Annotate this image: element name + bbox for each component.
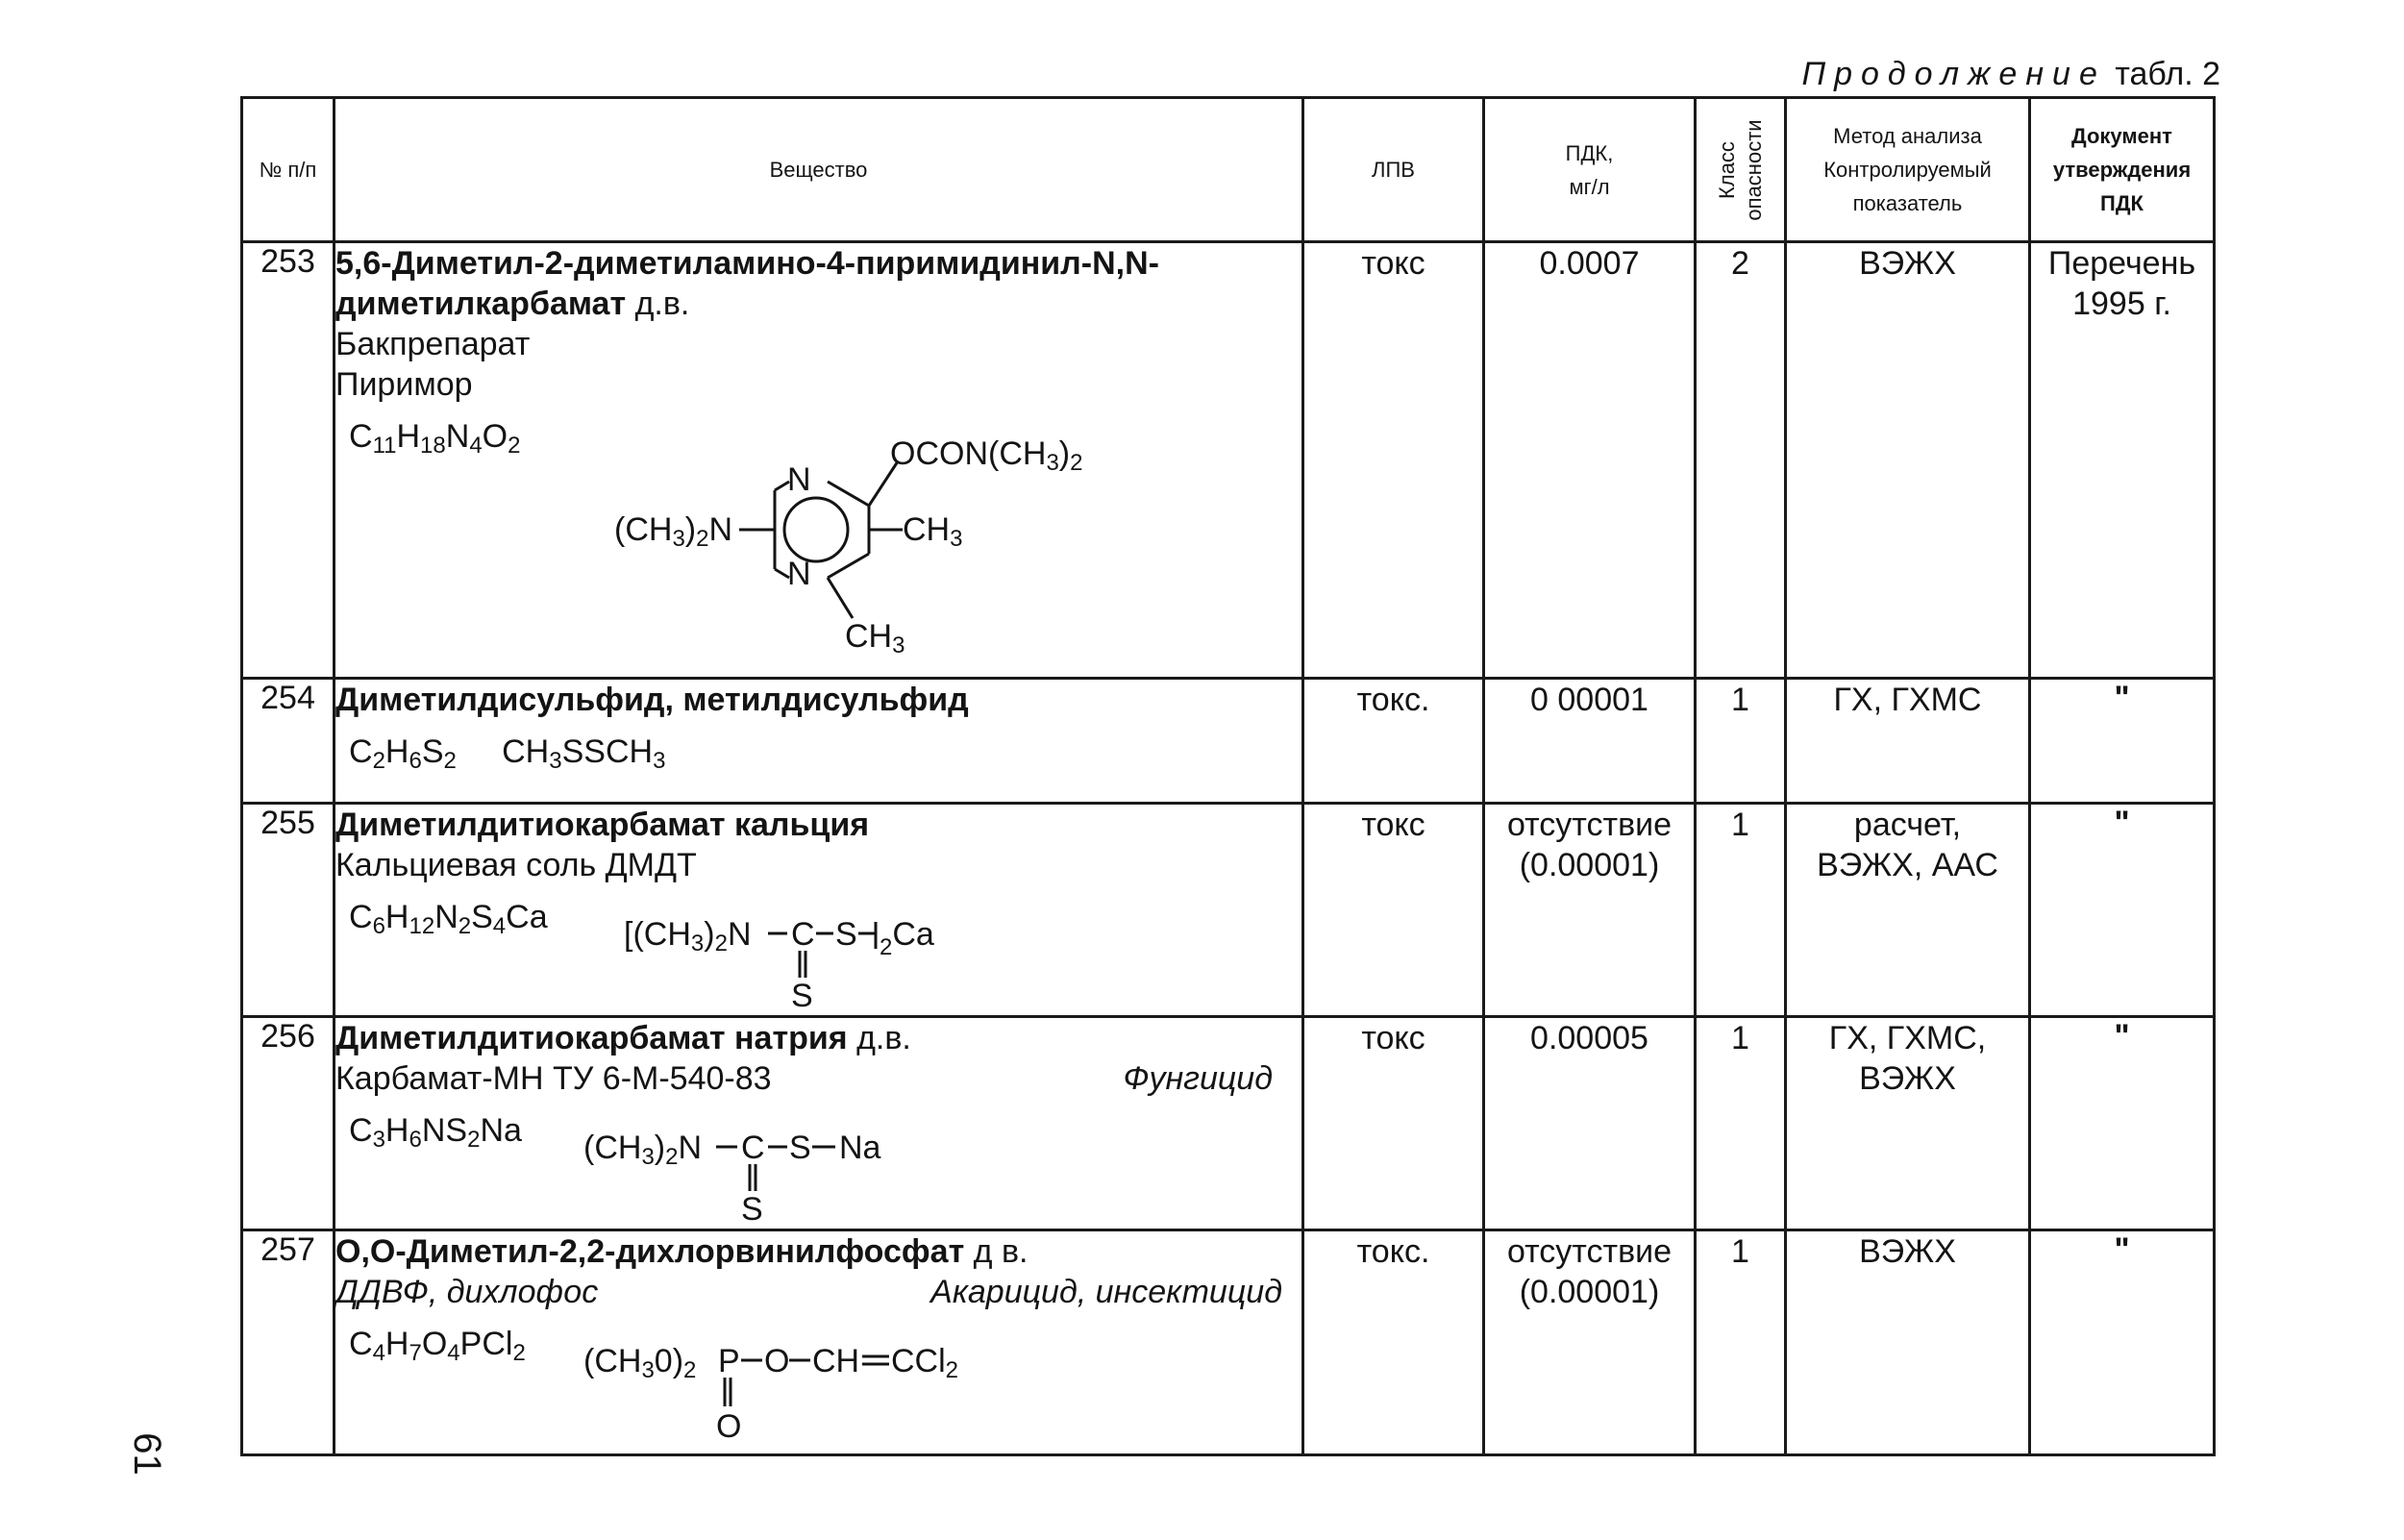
header-doc-line2: утверждения bbox=[2052, 158, 2192, 182]
substance-name: Диметилдисульфид, метилдисульфид bbox=[335, 682, 969, 718]
table-ref: табл. 2 bbox=[2115, 56, 2220, 92]
table-row bbox=[242, 679, 2215, 804]
row-number: 254 bbox=[242, 679, 335, 804]
substance-name-cont: диметилкарбамат bbox=[335, 286, 627, 322]
synonym: Бакпрепарат bbox=[335, 326, 531, 362]
header-pdk-line2: мг/л bbox=[1569, 174, 1610, 199]
pdk-cell: 0.00005 bbox=[1484, 1017, 1696, 1230]
substance-name: 5,6-Диметил-2-диметиламино-4-пиримидинил-N,N- bbox=[335, 245, 1159, 282]
substance-name: О,О-Диметил-2,2-дихлорвинилфосфат bbox=[335, 1233, 965, 1270]
calcium-dithiocarbamate-structure bbox=[624, 908, 1028, 1014]
dimethoxy-group: (CH30)2 bbox=[583, 1343, 697, 1383]
header-document bbox=[2030, 98, 2215, 242]
class-cell: 1 bbox=[1696, 1017, 1786, 1230]
document-line1: Перечень bbox=[2047, 245, 2196, 282]
substance-name: Диметилдитиокарбамат натрия bbox=[335, 1020, 848, 1056]
table-caption bbox=[1721, 56, 2220, 93]
sulfur-atom: S bbox=[789, 1130, 811, 1166]
lpv-cell: токс bbox=[1303, 804, 1484, 1017]
table-row bbox=[242, 1230, 2215, 1455]
pdk-cell: 0.0007 bbox=[1484, 242, 1696, 679]
method-cell bbox=[1786, 1017, 2030, 1230]
table-row bbox=[242, 804, 2215, 1017]
pdk-line2: (0.00001) bbox=[1519, 1274, 1660, 1310]
molecular-formula: $C_6H_{12}N_2S_4Ca$ bbox=[349, 899, 548, 939]
purpose-label: Фунгицид bbox=[1123, 1060, 1273, 1097]
structure-left-group: (CH3)2N bbox=[583, 1130, 703, 1170]
method-cell: ВЭЖХ bbox=[1786, 1230, 2030, 1455]
structure-left-group: [(CH3)2N bbox=[624, 916, 752, 956]
ditto-mark: " bbox=[2030, 1230, 2215, 1455]
substance-cell bbox=[335, 679, 1303, 804]
pdk-line2: (0.00001) bbox=[1519, 847, 1660, 883]
molecular-formula: $C_{11}H_{18}N_4O_2$ bbox=[349, 418, 521, 459]
molecular-formula: $C_4H_7O_4PCl_2$ bbox=[349, 1326, 526, 1366]
phosphoryl-oxygen: O bbox=[716, 1408, 742, 1445]
synonym: ДДВФ, дихлофос bbox=[335, 1274, 599, 1310]
method-line1: ГХ, ГХМС, bbox=[1828, 1020, 1987, 1056]
method-line2: ВЭЖХ, ААС bbox=[1817, 847, 1998, 883]
lpv-cell: токс. bbox=[1303, 1230, 1484, 1455]
pyrimidine-structure bbox=[614, 435, 1083, 676]
pdk-line1: отсутствие bbox=[1506, 1233, 1673, 1270]
substance-name: Диметилдитиокарбамат кальция bbox=[335, 807, 870, 843]
header-pdk bbox=[1484, 98, 1696, 242]
header-doc-line3: ПДК bbox=[2100, 191, 2144, 215]
sulfur-atom: S bbox=[835, 916, 857, 953]
lpv-cell: токс. bbox=[1303, 679, 1484, 804]
header-method bbox=[1786, 98, 2030, 242]
method-cell bbox=[1786, 804, 2030, 1017]
pdk-cell: 0 00001 bbox=[1484, 679, 1696, 804]
methyl-group-bottom: CH3 bbox=[845, 618, 905, 658]
substance-suffix: д в. bbox=[964, 1233, 1029, 1270]
header-lpv: ЛПВ bbox=[1303, 98, 1484, 242]
header-class bbox=[1696, 98, 1786, 242]
table-row bbox=[242, 1017, 2215, 1230]
carbamate-group: OCON(CH3)2 bbox=[890, 435, 1083, 476]
header-num: № п/п bbox=[242, 98, 335, 242]
substance-cell bbox=[335, 1017, 1303, 1230]
class-cell: 1 bbox=[1696, 804, 1786, 1017]
lpv-cell: токс bbox=[1303, 1017, 1484, 1230]
header-pdk-line1: ПДК, bbox=[1565, 140, 1614, 165]
page-number: 61 bbox=[125, 1432, 168, 1476]
method-cell: ГХ, ГХМС bbox=[1786, 679, 2030, 804]
carbon-atom: C bbox=[741, 1130, 765, 1166]
calcium-ion: $_2$Ca bbox=[880, 916, 934, 960]
header-class-line1: Класс bbox=[1714, 140, 1739, 199]
phosphorus-atom: P bbox=[718, 1343, 740, 1379]
ditto-mark: " bbox=[2030, 679, 2215, 804]
document-line2: 1995 г. bbox=[2072, 286, 2171, 322]
methine-group: CH bbox=[812, 1343, 860, 1379]
header-class-line2: опасности bbox=[1741, 118, 1766, 221]
row-number: 256 bbox=[242, 1017, 335, 1230]
pdk-line1: отсутствие bbox=[1506, 807, 1673, 843]
method-cell: ВЭЖХ bbox=[1786, 242, 2030, 679]
class-cell: 2 bbox=[1696, 242, 1786, 679]
row-number: 257 bbox=[242, 1230, 335, 1455]
sodium-ion: Na bbox=[839, 1130, 881, 1166]
dimethylamino-group: (CH3)2N bbox=[614, 511, 733, 552]
carbon-atom: C bbox=[791, 916, 815, 953]
substance-suffix: д.в. bbox=[847, 1020, 911, 1056]
lpv-cell: токс bbox=[1303, 242, 1484, 679]
class-cell: 1 bbox=[1696, 1230, 1786, 1455]
substance-suffix: д.в. bbox=[626, 286, 690, 322]
header-row bbox=[242, 98, 2215, 242]
ditto-mark: " bbox=[2030, 804, 2215, 1017]
pdk-cell bbox=[1484, 1230, 1696, 1455]
class-cell: 1 bbox=[1696, 679, 1786, 804]
molecular-formula: $C_3H_6NS_2Na$ bbox=[349, 1112, 522, 1153]
method-line1: расчет, bbox=[1853, 807, 1962, 843]
synonym: Кальциевая соль ДМДТ bbox=[335, 847, 697, 883]
molecular-formula: $C_2H_6S_2$ $CH_3SSCH_3$ bbox=[349, 733, 666, 774]
substance-cell bbox=[335, 1230, 1303, 1455]
header-method-line2: Контролируемый bbox=[1823, 158, 1992, 182]
substances-table bbox=[240, 96, 2216, 1456]
header-method-line1: Метод анализа bbox=[1833, 124, 1982, 148]
table-row bbox=[242, 242, 2215, 679]
synonym: Пиримор bbox=[335, 366, 473, 403]
methyl-group-right: CH3 bbox=[903, 511, 963, 552]
trade-name: Карбамат-МН ТУ 6-М-540-83 bbox=[335, 1060, 772, 1097]
dichlorvos-structure bbox=[583, 1335, 1035, 1451]
ring-nitrogen-bottom: N bbox=[787, 556, 811, 592]
dichlorovinyl-group: CCl2 bbox=[891, 1343, 959, 1383]
header-doc-line1: Документ bbox=[2071, 124, 2172, 148]
thione-sulfur: S bbox=[741, 1191, 763, 1228]
row-number: 253 bbox=[242, 242, 335, 679]
thione-sulfur: S bbox=[791, 978, 813, 1014]
ditto-mark: " bbox=[2030, 1017, 2215, 1230]
pdk-cell bbox=[1484, 804, 1696, 1017]
row-number: 255 bbox=[242, 804, 335, 1017]
document-cell bbox=[2030, 242, 2215, 679]
substance-cell bbox=[335, 242, 1303, 679]
ring-nitrogen-top: N bbox=[787, 461, 811, 498]
oxygen-atom: O bbox=[764, 1343, 790, 1379]
substance-cell bbox=[335, 804, 1303, 1017]
method-line2: ВЭЖХ bbox=[1859, 1060, 1956, 1097]
header-method-line3: показатель bbox=[1852, 191, 1963, 215]
purpose-label: Акарицид, инсектицид bbox=[930, 1274, 1282, 1310]
sodium-dithiocarbamate-structure bbox=[583, 1122, 987, 1228]
continuation-label: Продолжение bbox=[1801, 56, 2106, 92]
header-substance: Вещество bbox=[335, 98, 1303, 242]
